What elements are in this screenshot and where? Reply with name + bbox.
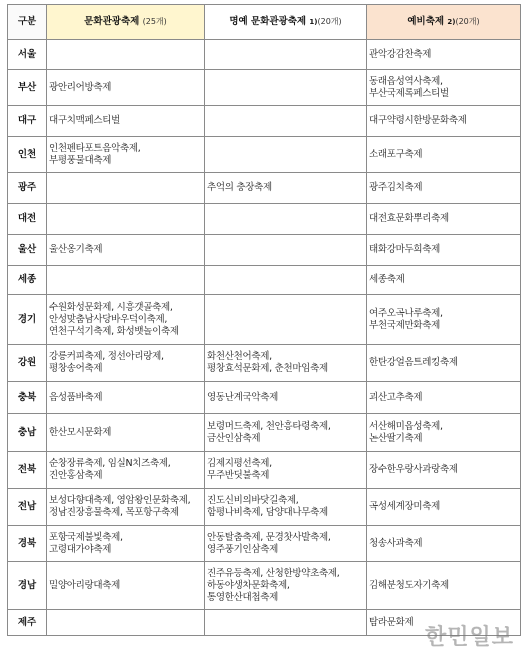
honorary-festival-cell: 진도신비의바닷길축제, 함평나비축제, 담양대나무축제 xyxy=(205,489,367,526)
header-preliminary-festival xyxy=(367,5,521,40)
table-row xyxy=(8,562,521,610)
table-row xyxy=(8,173,521,204)
honorary-festival-cell xyxy=(205,610,367,636)
table-row xyxy=(8,382,521,414)
honorary-festival-cell: 추억의 충장축제 xyxy=(205,173,367,204)
festival-table xyxy=(7,4,521,636)
cultural-festival-cell: 순창장류축제, 임실N치즈축제, 진안홍삼축제 xyxy=(47,452,205,489)
honorary-festival-cell xyxy=(205,70,367,106)
region-cell: 전남 xyxy=(8,489,47,526)
preliminary-festival-cell: 관악강감찬축제 xyxy=(367,40,521,70)
region-cell: 경남 xyxy=(8,562,47,610)
header-honor-note: 1) xyxy=(309,18,318,26)
preliminary-festival-cell: 대전효문화뿌리축제 xyxy=(367,204,521,235)
header-region: 구분 xyxy=(8,5,47,40)
preliminary-festival-cell: 한탄강얼음트레킹축제 xyxy=(367,345,521,382)
cultural-festival-cell xyxy=(47,40,205,70)
honorary-festival-cell xyxy=(205,266,367,295)
preliminary-festival-cell: 탐라문화제 xyxy=(367,610,521,636)
region-cell: 제주 xyxy=(8,610,47,636)
preliminary-festival-cell: 광주김치축제 xyxy=(367,173,521,204)
cultural-festival-cell xyxy=(47,610,205,636)
honorary-festival-cell: 영동난계국악축제 xyxy=(205,382,367,414)
honorary-festival-cell xyxy=(205,235,367,266)
preliminary-festival-cell: 김해분청도자기축제 xyxy=(367,562,521,610)
preliminary-festival-cell: 세종축제 xyxy=(367,266,521,295)
honorary-festival-cell: 김제지평선축제, 무주반딧불축제 xyxy=(205,452,367,489)
honorary-festival-cell: 진주유등축제, 산청한방약초축제, 하동야생차문화축제, 통영한산대첩축제 xyxy=(205,562,367,610)
header-cult-title: 문화관광축제 xyxy=(84,16,140,27)
header-honorary-festival xyxy=(205,5,367,40)
header-cult-count: (25개) xyxy=(142,17,167,26)
cultural-festival-cell xyxy=(47,173,205,204)
cultural-festival-cell: 인천펜타포트음악축제, 부평풍물대축제 xyxy=(47,137,205,173)
region-cell: 울산 xyxy=(8,235,47,266)
honorary-festival-cell: 화천산천어축제, 평창효석문화제, 춘천마임축제 xyxy=(205,345,367,382)
table-row xyxy=(8,235,521,266)
region-cell: 부산 xyxy=(8,70,47,106)
table-row xyxy=(8,106,521,137)
cultural-festival-cell: 포항국제불빛축제, 고령대가야축제 xyxy=(47,526,205,562)
honorary-festival-cell xyxy=(205,40,367,70)
table-row xyxy=(8,345,521,382)
preliminary-festival-cell: 태화강마두희축제 xyxy=(367,235,521,266)
table-row xyxy=(8,70,521,106)
preliminary-festival-cell: 소래포구축제 xyxy=(367,137,521,173)
region-cell: 강원 xyxy=(8,345,47,382)
preliminary-festival-cell: 괴산고추축제 xyxy=(367,382,521,414)
header-honor-title: 명예 문화관광축제 xyxy=(229,16,307,27)
region-cell: 경북 xyxy=(8,526,47,562)
honorary-festival-cell: 안동탈춤축제, 문경찻사발축제, 영주풍기인삼축제 xyxy=(205,526,367,562)
honorary-festival-cell: 보령머드축제, 천안흥타령축제, 금산인삼축제 xyxy=(205,414,367,452)
cultural-festival-cell: 한산모시문화제 xyxy=(47,414,205,452)
cultural-festival-cell: 보성다향대축제, 영암왕인문화축제, 정남진장흥물축제, 목포항구축제 xyxy=(47,489,205,526)
cultural-festival-cell: 광안리어방축제 xyxy=(47,70,205,106)
region-cell: 전북 xyxy=(8,452,47,489)
cultural-festival-cell xyxy=(47,204,205,235)
watermark-logo: 한민일보 xyxy=(424,625,514,650)
honorary-festival-cell xyxy=(205,204,367,235)
cultural-festival-cell: 음성품바축제 xyxy=(47,382,205,414)
preliminary-festival-cell: 청송사과축제 xyxy=(367,526,521,562)
preliminary-festival-cell: 동래읍성역사축제, 부산국제록페스티벌 xyxy=(367,70,521,106)
cultural-festival-cell: 강릉커피축제, 정선아리랑제, 평창송어축제 xyxy=(47,345,205,382)
cultural-festival-cell: 대구치맥페스티벌 xyxy=(47,106,205,137)
preliminary-festival-cell: 여주오곡나루축제, 부천국제만화축제 xyxy=(367,295,521,345)
region-cell: 대구 xyxy=(8,106,47,137)
honorary-festival-cell xyxy=(205,106,367,137)
preliminary-festival-cell: 대구약령시한방문화축제 xyxy=(367,106,521,137)
table-row xyxy=(8,295,521,345)
region-cell: 서울 xyxy=(8,40,47,70)
region-cell: 충남 xyxy=(8,414,47,452)
table-row xyxy=(8,40,521,70)
header-prelim-title: 예비축제 xyxy=(407,16,445,27)
region-cell: 세종 xyxy=(8,266,47,295)
cultural-festival-cell: 수원화성문화제, 시흥갯골축제, 안성맞춤남사당바우덕이축제, 연천구석기축제, 화성뱃놀이축제 xyxy=(47,295,205,345)
preliminary-festival-cell: 곡성세계장미축제 xyxy=(367,489,521,526)
cultural-festival-cell xyxy=(47,266,205,295)
table-row xyxy=(8,452,521,489)
table-row xyxy=(8,204,521,235)
table-row xyxy=(8,137,521,173)
region-cell: 충북 xyxy=(8,382,47,414)
table-row xyxy=(8,266,521,295)
honorary-festival-cell xyxy=(205,137,367,173)
header-prelim-count: (20개) xyxy=(455,17,480,26)
table-row xyxy=(8,414,521,452)
region-cell: 경기 xyxy=(8,295,47,345)
table-row xyxy=(8,489,521,526)
preliminary-festival-cell: 장수한우랑사과랑축제 xyxy=(367,452,521,489)
header-prelim-note: 2) xyxy=(447,18,456,26)
cultural-festival-cell: 밀양아리랑대축제 xyxy=(47,562,205,610)
honorary-festival-cell xyxy=(205,295,367,345)
table-row xyxy=(8,526,521,562)
header-honor-count: (20개) xyxy=(317,17,342,26)
cultural-festival-cell: 울산옹기축제 xyxy=(47,235,205,266)
preliminary-festival-cell: 서산해미읍성축제, 논산딸기축제 xyxy=(367,414,521,452)
table-header-row xyxy=(8,5,521,40)
region-cell: 광주 xyxy=(8,173,47,204)
region-cell: 인천 xyxy=(8,137,47,173)
region-cell: 대전 xyxy=(8,204,47,235)
header-cultural-tourism-festival xyxy=(47,5,205,40)
